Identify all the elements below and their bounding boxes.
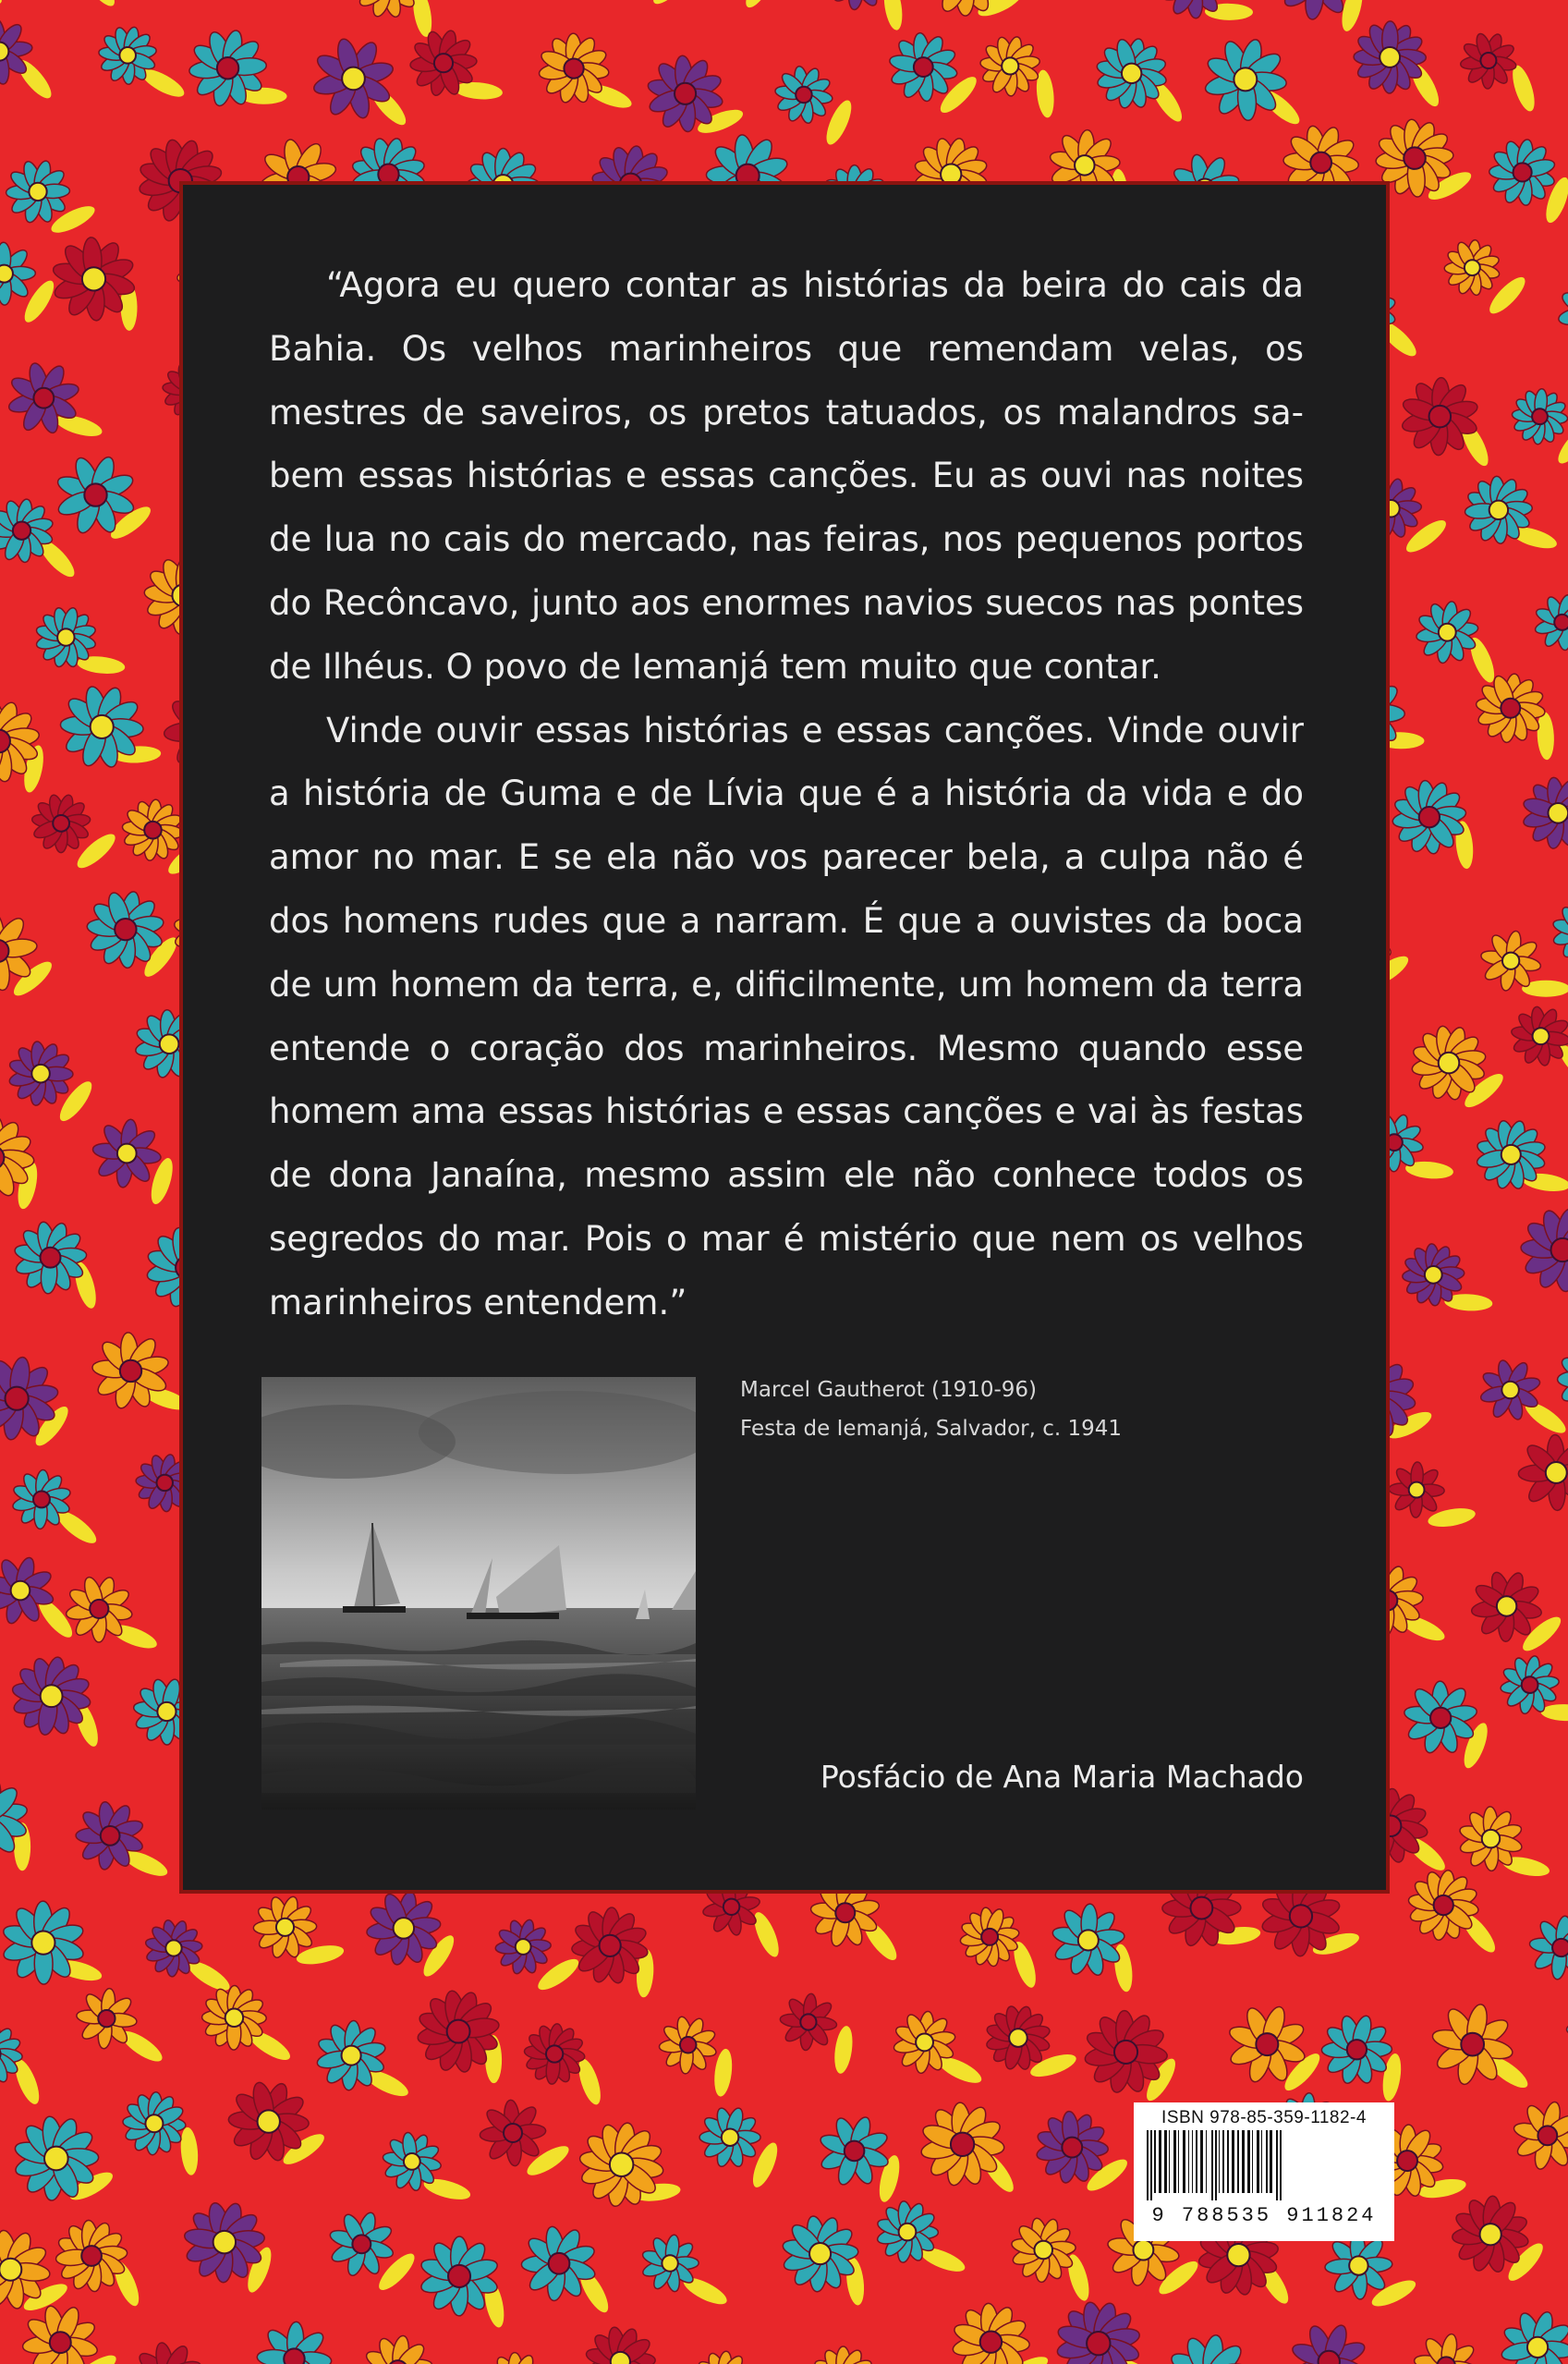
barcode-bar <box>1206 2130 1207 2193</box>
barcode-bar <box>1237 2130 1239 2193</box>
barcode-bar <box>1257 2130 1259 2193</box>
quote-paragraph: “Agora eu quero contar as histórias da beira do cais da Bahia. Os velhos marinheiros que remendam velas, os mestres de saveiros, os pretos tatuados, os malandros sabem essas histórias e essas canções. Eu as ouvi nas noites de lua no cais do mercado, nas feiras, nos pequenos portos do Recôncavo, junto aos enormes navios suecos nas pontes de Ilhéus. O povo de Iemanjá tem muito que contar. <box>269 265 1304 687</box>
back-cover-quote <box>269 254 1304 1335</box>
flower <box>1389 1462 1445 1518</box>
photo-title: Festa de Iemanjá, Salvador, c. 1941 <box>740 1417 1123 1441</box>
barcode-bar <box>1173 2130 1176 2193</box>
barcode-bar <box>1169 2130 1170 2193</box>
barcode-bar <box>1196 2130 1197 2193</box>
flower <box>985 2005 1051 2071</box>
flower <box>480 2100 546 2166</box>
barcode-bar <box>1270 2130 1272 2193</box>
barcode-bar <box>1261 2130 1262 2193</box>
barcode-bar <box>1159 2130 1161 2193</box>
afterword-credit: Posfácio de Ana Maria Machado <box>820 1759 1304 1795</box>
barcode-bars <box>1141 2130 1387 2200</box>
flower <box>1096 37 1168 109</box>
sailboats-photo <box>261 1377 696 1810</box>
barcode-bar <box>1154 2130 1156 2193</box>
barcode-bar <box>1147 2130 1149 2200</box>
isbn-barcode <box>1134 2102 1394 2241</box>
barcode-bar <box>1215 2130 1217 2200</box>
barcode-bar <box>1219 2130 1220 2193</box>
flower <box>35 606 97 668</box>
barcode-bar <box>1178 2130 1179 2193</box>
photo-credit: Marcel Gautherot (1910-96) <box>740 1378 1038 1402</box>
flower <box>1325 2232 1393 2300</box>
text-panel <box>183 185 1386 1890</box>
barcode-bar <box>1192 2130 1193 2193</box>
barcode-bar <box>1247 2130 1250 2193</box>
flower <box>1476 1119 1547 1190</box>
barcode-bar <box>1183 2130 1185 2193</box>
barcode-number: 9 788535 911824 <box>1151 2204 1377 2227</box>
barcode-bar <box>1188 2130 1189 2193</box>
isbn-label: ISBN 978-85-359-1182-4 <box>1161 2108 1367 2127</box>
barcode-bar <box>1200 2130 1203 2193</box>
barcode-bar <box>1266 2130 1268 2193</box>
barcode-bar <box>1211 2130 1213 2200</box>
barcode-bar <box>1276 2130 1278 2200</box>
barcode-bar <box>1150 2130 1152 2200</box>
photo-caption <box>740 1371 1122 1448</box>
barcode-bar <box>1222 2130 1224 2193</box>
barcode-bar <box>1227 2130 1229 2193</box>
barcode-bar <box>1164 2130 1167 2193</box>
barcode-bar <box>1232 2130 1234 2193</box>
barcode-bar <box>1242 2130 1245 2193</box>
barcode-bar <box>1252 2130 1253 2193</box>
quote-paragraph: Vinde ouvir essas histórias e essas canções. Vinde ouvir a história de Guma e de Lívia que é a história da vida e do amor no mar. E se ela não vos parecer bela, a culpa não é dos homens rudes que a narram. É que a ouvistes da boca de um homem da terra, e, dificilmente, um homem da terra entende o coração dos marinheiros. Mesmo quando esse homem ama essas histórias e essas canções e vai às festas de dona Janaína, mesmo assim ele não conhece todos os segredos do mar. Pois o mar é mistério que nem os velhos marinheiros entendem.” <box>269 710 1304 1322</box>
barcode-bar <box>1280 2130 1282 2200</box>
